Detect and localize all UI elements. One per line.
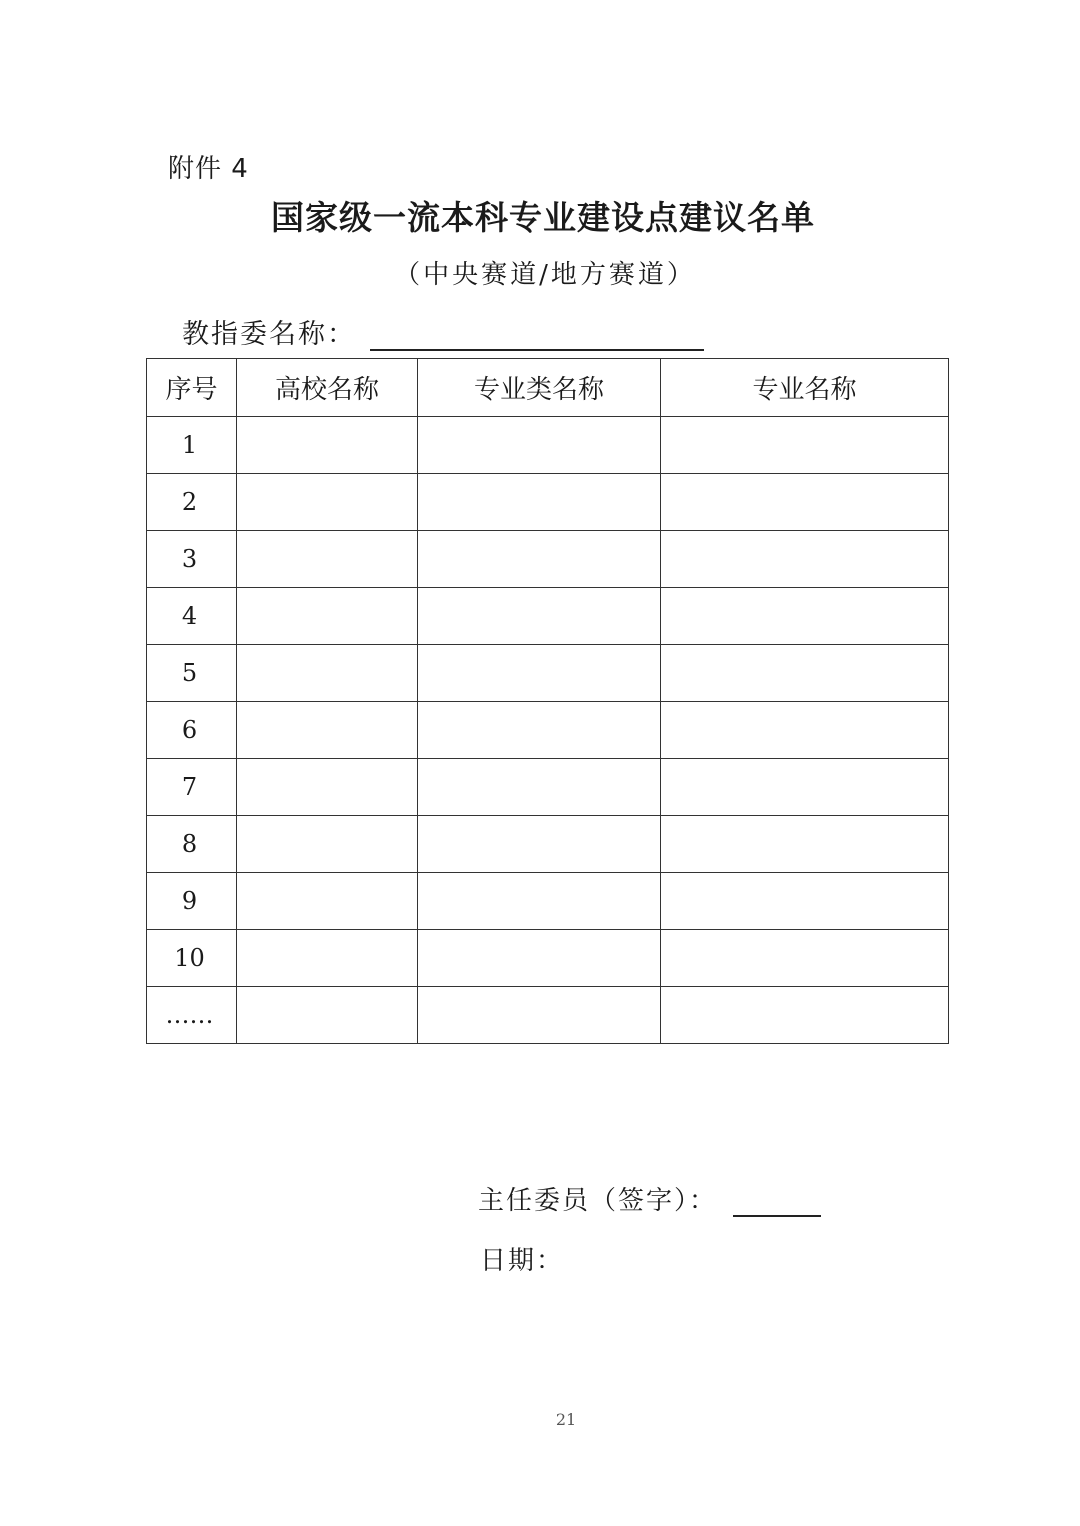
cell-university [237,531,418,588]
cell-university [237,474,418,531]
row-seq: 10 [147,930,237,987]
table-row [147,873,949,930]
table-row [147,759,949,816]
committee-name-line [182,312,704,351]
committee-name-label: 教指委名称： [182,319,356,350]
cell-university [237,816,418,873]
cell-university [237,759,418,816]
cell-major-name [661,873,949,930]
header-major-category: 专业类名称 [418,359,661,417]
cell-major-category [418,474,661,531]
signature-line [478,1180,821,1217]
header-seq: 序号 [147,359,237,417]
header-university: 高校名称 [237,359,418,417]
table-row [147,588,949,645]
row-seq: 8 [147,816,237,873]
cell-major-category [418,588,661,645]
row-seq: 3 [147,531,237,588]
cell-university [237,702,418,759]
cell-university [237,873,418,930]
committee-name-blank [370,319,704,351]
header-major-name: 专业名称 [661,359,949,417]
table-row [147,702,949,759]
cell-university [237,645,418,702]
row-seq: 9 [147,873,237,930]
table-row [147,474,949,531]
signature-blank [733,1189,821,1217]
date-label: 日期： [480,1246,565,1276]
cell-major-category [418,759,661,816]
page-number: 21 [555,1410,577,1429]
cell-major-category [418,531,661,588]
cell-university [237,417,418,474]
table-row [147,531,949,588]
row-seq: 7 [147,759,237,816]
signature-label: 主任委员（签字）： [478,1186,718,1216]
cell-major-name [661,588,949,645]
document-subtitle: （中央赛道/地方赛道） [394,260,696,290]
cell-major-category [418,987,661,1044]
recommendation-table [146,358,949,1044]
cell-university [237,987,418,1044]
cell-major-name [661,930,949,987]
table-row [147,930,949,987]
row-seq: 1 [147,417,237,474]
cell-major-name [661,417,949,474]
cell-major-category [418,417,661,474]
cell-major-name [661,702,949,759]
row-seq: …… [147,987,237,1044]
cell-major-name [661,987,949,1044]
table-row [147,645,949,702]
cell-major-category [418,645,661,702]
table-row [147,816,949,873]
document-title: 国家级一流本科专业建设点建议名单 [271,198,815,237]
cell-major-name [661,474,949,531]
row-seq: 2 [147,474,237,531]
cell-major-category [418,930,661,987]
cell-major-category [418,816,661,873]
table-header-row [147,359,949,417]
cell-major-name [661,531,949,588]
attachment-label: 附件 4 [168,154,249,184]
cell-major-name [661,816,949,873]
row-seq: 4 [147,588,237,645]
cell-university [237,930,418,987]
table-row [147,987,949,1044]
cell-major-name [661,645,949,702]
table-row [147,417,949,474]
row-seq: 5 [147,645,237,702]
cell-major-category [418,702,661,759]
cell-major-name [661,759,949,816]
cell-major-category [418,873,661,930]
row-seq: 6 [147,702,237,759]
cell-university [237,588,418,645]
